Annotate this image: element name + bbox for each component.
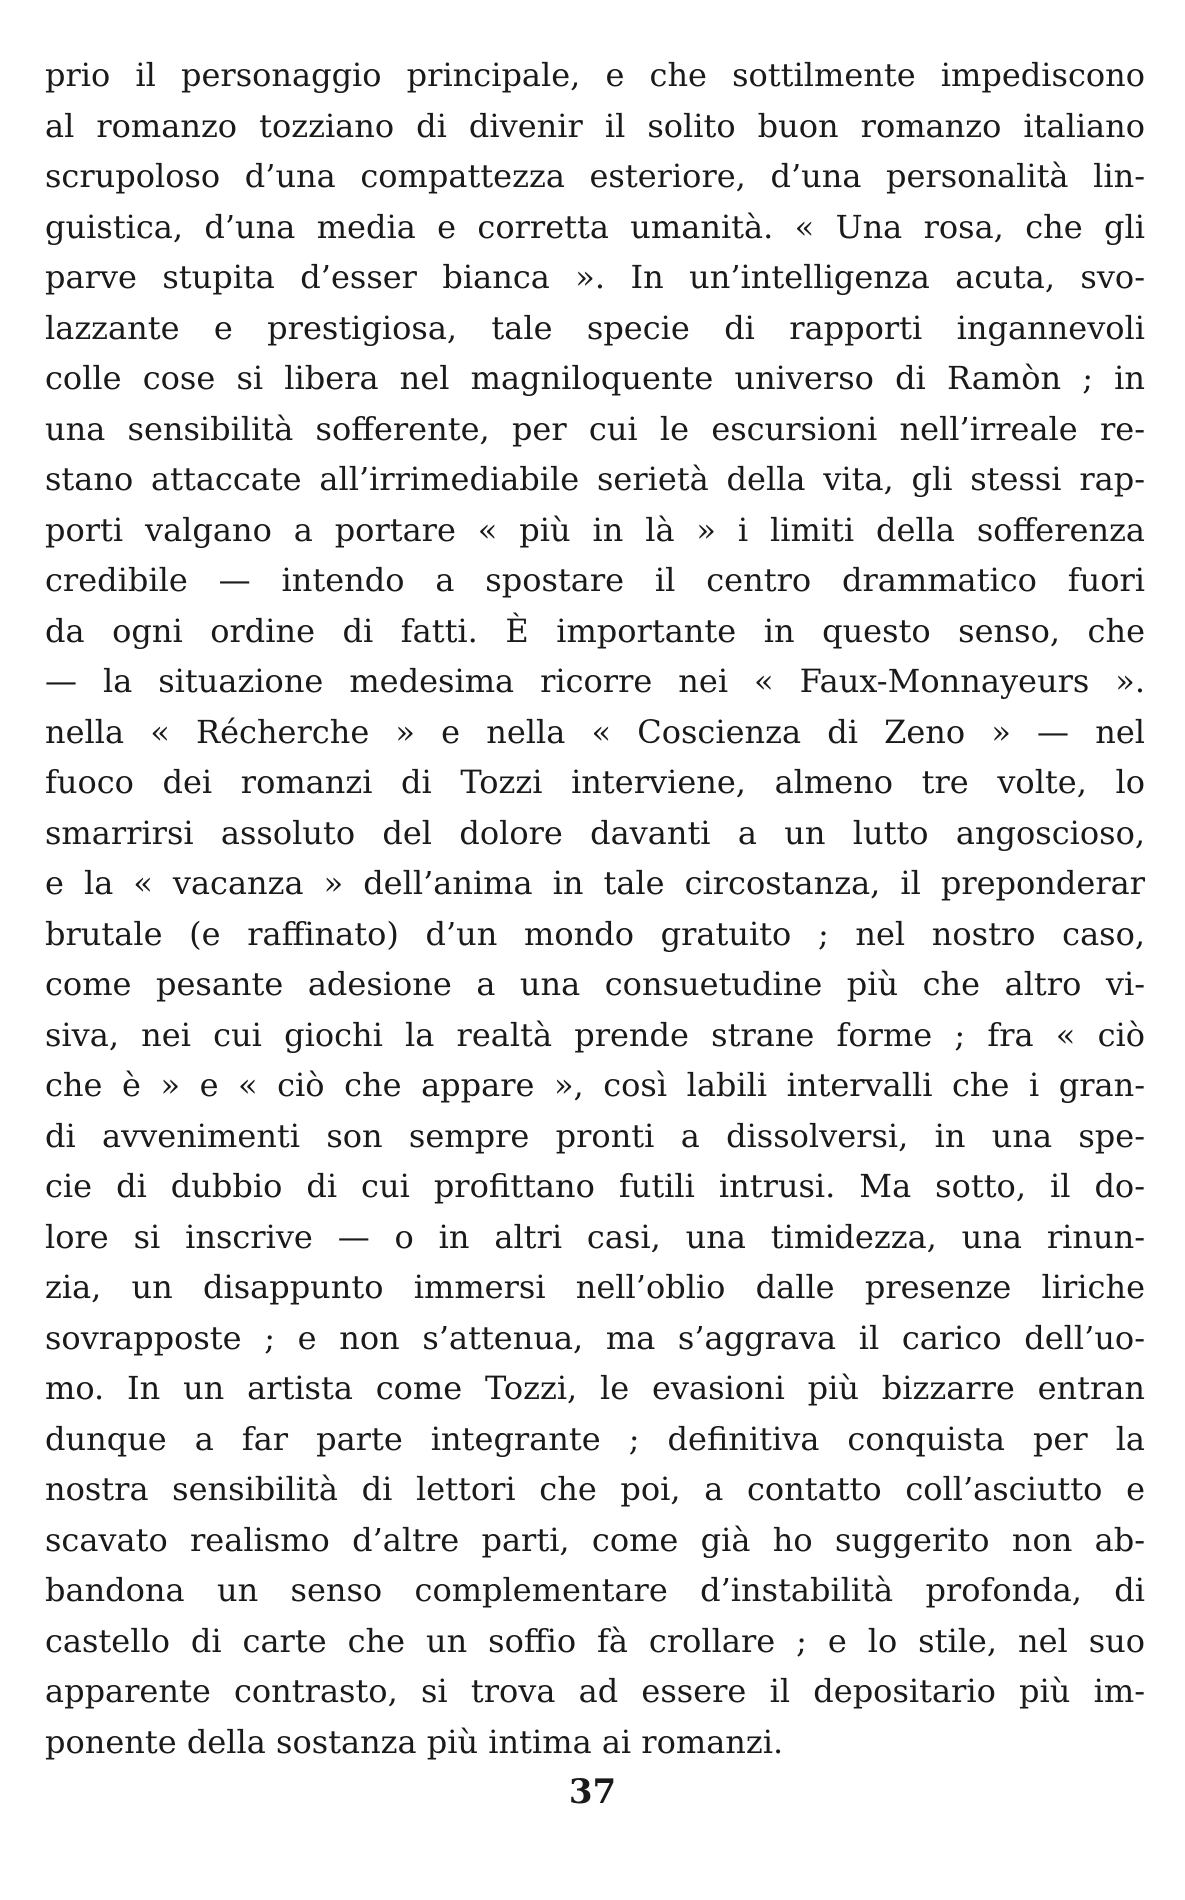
text-line: da ogni ordine di fatti. È importante in questo senso, che (45, 611, 1145, 650)
text-line: credibile — intendo a spostare il centro drammatico fuori (45, 561, 1145, 599)
text-line: scavato realismo d’altre parti, come già ho suggerito non ab- (45, 1520, 1145, 1559)
text-line: porti valgano a portare « più in là » i limiti della sofferenza (45, 510, 1145, 549)
text-line: cie di dubbio di cui profittano futili intrusi. Ma sotto, il do- (45, 1167, 1145, 1205)
text-line: lazzante e prestigiosa, tale specie di rapporti ingannevoli (45, 308, 1145, 347)
text-line: di avvenimenti son sempre pronti a dissolversi, in una spe- (45, 1116, 1145, 1155)
text-line: — la situazione medesima ricorre nei « Faux-Monnayeurs ». (45, 662, 1145, 700)
text-line: brutale (e raffinato) d’un mondo gratuito ; nel nostro caso, (45, 914, 1145, 953)
text-line: al romanzo tozziano di divenir il solito buon romanzo italiano (45, 106, 1145, 145)
text-line: come pesante adesione a una consuetudine più che altro vi- (45, 965, 1145, 1003)
text-line: una sensibilità sofferente, per cui le escursioni nell’irreale re- (45, 409, 1145, 448)
text-line: smarrirsi assoluto del dolore davanti a un lutto angoscioso, (45, 813, 1145, 852)
text-line: nostra sensibilità di lettori che poi, a contatto coll’asciutto e (45, 1470, 1145, 1508)
text-line: ponente della sostanza più intima ai romanzi. (45, 1722, 784, 1761)
text-line: scrupoloso d’una compattezza esteriore, d’una personalità lin- (45, 157, 1145, 195)
text-line: sovrapposte ; e non s’attenua, ma s’aggrava il carico dell’uo- (45, 1318, 1145, 1357)
text-line: bandona un senso complementare d’instabilità profonda, di (45, 1571, 1145, 1609)
text-line: castello di carte che un soffio fà crollare ; e lo stile, nel suo (45, 1621, 1145, 1660)
text-line: fuoco dei romanzi di Tozzi interviene, almeno tre volte, lo (45, 763, 1145, 801)
text-line: che è » e « ciò che appare », così labili intervalli che i gran- (45, 1066, 1145, 1104)
text-line: nella « Récherche » e nella « Coscienza di Zeno » — nel (45, 712, 1145, 751)
text-line: e la « vacanza » dell’anima in tale circostanza, il preponderar (45, 864, 1145, 902)
text-line: dunque a far parte integrante ; definitiva conquista per la (45, 1419, 1145, 1458)
text-line: parve stupita d’esser bianca ». In un’intelligenza acuta, svo- (45, 258, 1145, 296)
text-line: lore si inscrive — o in altri casi, una timidezza, una rinun- (45, 1217, 1145, 1256)
text-line: apparente contrasto, si trova ad essere il depositario più im- (45, 1672, 1145, 1710)
text-line: zia, un disappunto immersi nell’oblio dalle presenze liriche (45, 1268, 1145, 1306)
text-line: guistica, d’una media e corretta umanità. « Una rosa, che gli (45, 207, 1145, 246)
text-line: colle cose si libera nel magniloquente universo di Ramòn ; in (45, 359, 1145, 397)
text-line: mo. In un artista come Tozzi, le evasioni più bizzarre entran (45, 1369, 1145, 1407)
text-line: prio il personaggio principale, e che sottilmente impediscono (45, 56, 1145, 94)
page-number: 37 (568, 1772, 617, 1812)
text-line: stano attaccate all’irrimediabile serietà della vita, gli stessi rap- (45, 460, 1145, 498)
text-line: siva, nei cui giochi la realtà prende strane forme ; fra « ciò (45, 1015, 1145, 1054)
body-text (45, 50, 1145, 1767)
